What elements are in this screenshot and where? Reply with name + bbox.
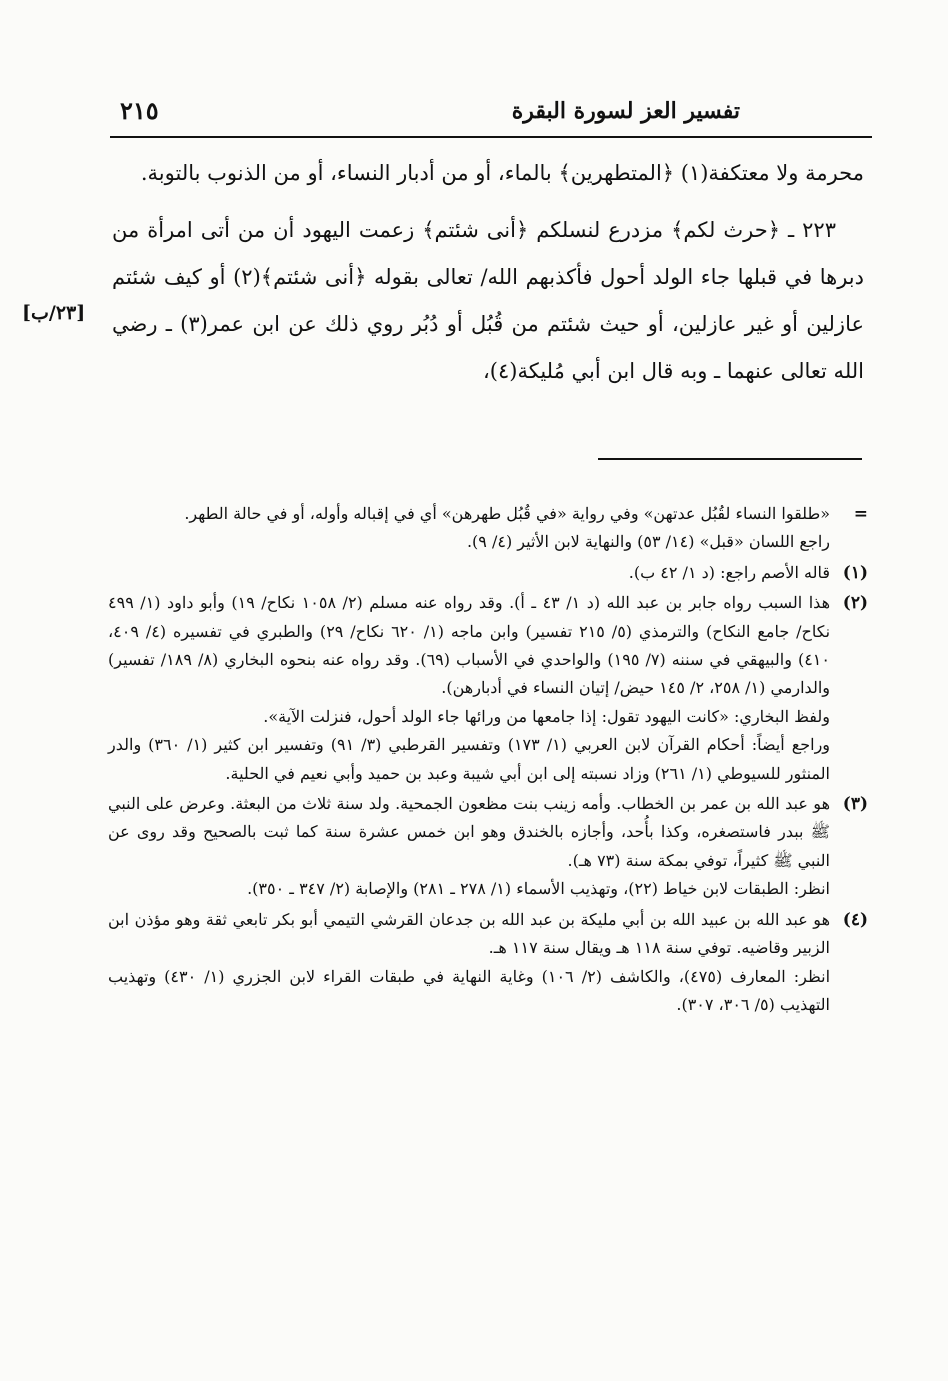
- footnote-line: انظر: المعارف (٤٧٥)، والكاشف (٢/ ١٠٦) وغاية النهاية في طبقات القراء لابن الجزري (١/ ٤٣٠) وتهذيب التهذيب (٥/ ٣٠٦، ٣٠٧).: [108, 966, 831, 1014]
- footnote-line: «طلقوا النساء لقُبُل عدتهن» وفي رواية «في قُبُل طهرهن» أي في إقباله وأوله، أو في حالة الطهر.: [184, 504, 830, 523]
- body-paragraph: ٢٢٣ ـ ﴿حرث لكم﴾ مزدرع لنسلكم ﴿أنى شئتم﴾ زعمت اليهود أن من أتى امرأة من دبرها في قبلها جاء الولد أحول فأكذبهم الله/ تعالى بقوله ﴿أنى شئتم﴾(٢) أو كيف شئتم عازلين أو غير عازلين، أو حيث شئتم من قُبُل أو دُبُر روي ذلك عن ابن عمر(٣) ـ رضي الله تعالى عنهما ـ وبه قال ابن أبي مُليكة(٤)،: [112, 218, 864, 383]
- footnote-body: [108, 906, 830, 1020]
- body-paragraph: محرمة ولا معتكفة(١) ﴿المتطهرين﴾ بالماء، أو من أدبار النساء، أو من الذنوب بالتوبة.: [140, 161, 864, 185]
- footnote-marker: (٢): [842, 593, 868, 614]
- footnote-marker: (١): [842, 562, 868, 583]
- page-number: ٢١٥: [120, 96, 159, 125]
- footnote: [108, 559, 868, 587]
- footnote-line: ولفظ البخاري: «كانت اليهود تقول: إذا جامعها من ورائها جاء الولد أحول، فنزلت الآية».: [263, 706, 830, 726]
- page-header: [110, 92, 872, 138]
- margin-folio-note: [٢٣/ب]: [22, 302, 86, 324]
- footnote-marker: (٤): [842, 909, 868, 930]
- footnote-body: [108, 500, 830, 557]
- footnote: [108, 906, 868, 1020]
- footnote-line: قاله الأصم راجع: (د ١/ ٤٢ ب).: [628, 562, 830, 582]
- footnotes: [108, 500, 868, 1019]
- footnote-body: [108, 589, 830, 788]
- footnote: [108, 589, 868, 788]
- footnote-line: راجع اللسان «قبل» (١٤/ ٥٣) والنهاية لابن الأثير (٤/ ٩).: [466, 532, 830, 552]
- footnote-line: انظر: الطبقات لابن خياط (٢٢)، وتهذيب الأسماء (١/ ٢٧٨ ـ ٢٨١) والإصابة (٢/ ٣٤٧ ـ ٣٥٠).: [247, 879, 830, 899]
- footnote: [108, 500, 868, 557]
- footnote: [108, 790, 868, 904]
- footnote-line: هو عبد الله بن عمر بن الخطاب. وأمه زينب بنت مظعون الجمحية. ولد سنة ثلاث من البعثة. وعرض على النبي ﷺ ببدر فاستصغره، وكذا بأُحد، وأجازه بالخندق وهو ابن خمس عشرة سنة كما ثبت بالصحيح وقد روى عن النبي ﷺ كثيراً، توفي بمكة سنة (٧٣ هـ).: [108, 794, 830, 870]
- footnote-line: هذا السبب رواه جابر بن عبد الله (د ١/ ٤٣ ـ أ). وقد رواه عنه مسلم (٢/ ١٠٥٨ نكاح/ ١٩) وأبو داود (١/ ٤٩٩ نكاح/ جامع النكاح) والترمذي (٥/ ٢١٥ تفسير) وابن ماجه (١/ ٦٢٠ نكاح/ ٢٩) والطبري في تفسيره (٤/ ٤٠٩، ٤١٠) والبيهقي في سننه (٧/ ١٩٥) والواحدي في الأسباب (٦٩). وقد رواه عنه بنحوه البخاري (٨/ ١٨٩/ تفسير) والدارمي (١/ ٢٥٨، ٢/ ١٤٥ حيض/ إتيان النساء في أدبارهن).: [108, 593, 831, 698]
- footnote-separator: [598, 458, 862, 460]
- footnote-marker: =: [853, 504, 868, 524]
- footnote-line: وراجع أيضاً: أحكام القرآن لابن العربي (١/ ١٧٣) وتفسير القرطبي (٣/ ٩١) وتفسير ابن كثير (١/ ٣٦٠) والدر المنثور للسيوطي (١/ ٢٦١) وزاد نسبته إلى ابن أبي شيبة وعبد بن حميد وأبي نعيم في الحلية.: [108, 735, 831, 783]
- running-title: تفسير العز لسورة البقرة: [511, 98, 740, 124]
- main-text: [112, 150, 864, 395]
- footnote-body: [108, 790, 830, 904]
- footnote-marker: (٣): [842, 794, 868, 815]
- footnote-line: هو عبد الله بن عبيد الله بن أبي مليكة بن عبد الله بن جدعان القرشي التيمي أبو بكر تابعي ثقة وهو مؤذن ابن الزبير وقاضيه. توفي سنة ١١٨ هـ ويقال سنة ١١٧ هـ.: [108, 909, 831, 958]
- footnote-body: [108, 559, 830, 587]
